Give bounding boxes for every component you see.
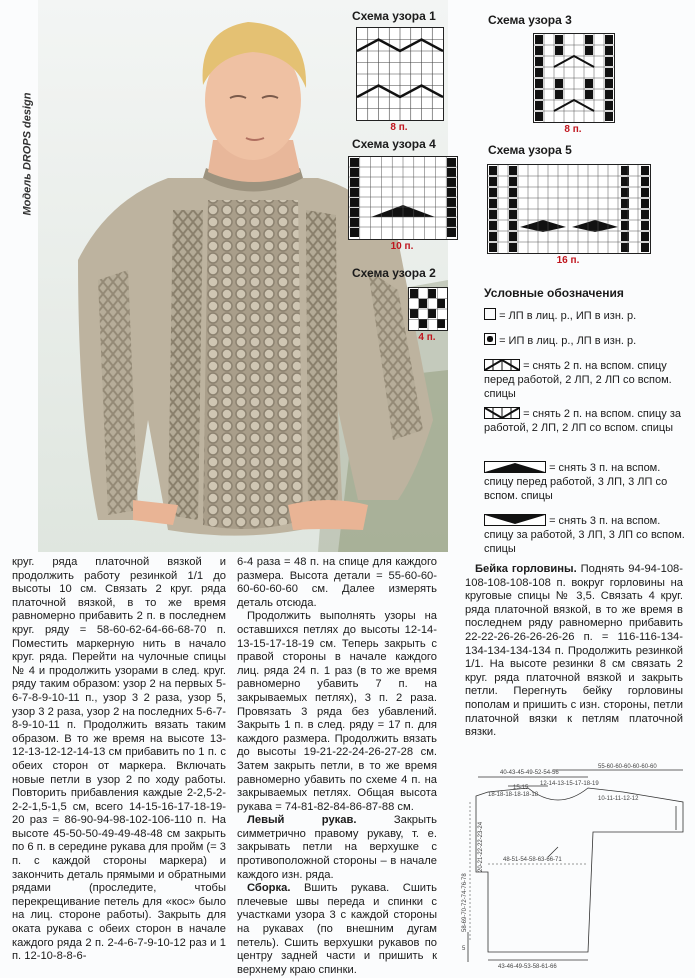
chart-5-title: Схема узора 5 (488, 143, 572, 157)
col2-paragraph-4: Вшить рукава. Сшить плечевые швы переда и спинки с участками узора 3 с каждой стороны на рукавах (по внешним дугам петель). Сшить верхушки рукавов по центру задней части и пришить к верхнему краю спинки. (237, 882, 437, 976)
col2-paragraph-2: Продолжить выполнять узоры на оставшихся петлях до высоты 12-14-13-15-17-18-19 см. Теперь закрыть с правой стороны в начале каждого лиц. ряда 24 п. 1 раз (в то же время равномерно убавить 7 п. на закрываемых петлях), 3 п. 2 раза. Провязать 3 ряда без убавлений. Закрыть 1 п. в след. ряду = 17 п. для каждого размера. Продолжить вязать до высоты 19-21-22-24-26-27-28 см. Затем закрыть петли, в то же время равномерно убавить по схеме 4 п. на закрываемых петлях. Общая высота рукава = 74-81-82-84-86-87-88 см. (237, 610, 437, 813)
chart-3-count: 8 п. (564, 124, 582, 135)
chart-1-grid (356, 27, 444, 121)
dim-top-left: 40-43-45-49-52-54-56 (500, 770, 559, 776)
chart-5-count: 16 п. (556, 255, 580, 266)
cable-3-back-icon (484, 514, 546, 526)
empty-cell-icon (484, 308, 496, 320)
col1-paragraph: круг. ряда платочной вязкой и продолжить работу резинкой 1/1 до высоты 10 см. Связать 2 круг. ряда платочной вязкой, в то же время равномерно прибавить 2 п. в последнем круг. ряду = 58-60-62-64-66-68-70 п. Поместить маркерную нить в начало круг. ряда. Перейти на чулочные спицы № 4 и продолжить узорами в след. круг. ряду таким образом: узор 2 на первых 5-6-7-8-9-10-11 п., узор 3 2 раза, узор 5, узор 3 2 раза, узор 2 на последних 5-6-7-8-9-10-11 п. Продолжить вязать таким образом. В то же время на высоте 13-12-13-12-12-14-13 см прибавить по 1 п. с обеих сторон от маркера. Включать новые петли в узор 2 по ходу работы. Повторить прибавления каждые 2-2,5-2-2-2-1,5-1,5 см, всего 14-15-16-17-18-19-20 раз = 86-90-94-98-102-106-110 п. На высоте 45-50-50-49-49-48-48 см закрыть по 6 п. в середине рукава для пройм (= 3 п. с каждой стороны маркера) и закончить деталь прямыми и обратными рядами (проследите, чтобы перекрещивание петель для «кос» было на лиц. стороне работы). Закрыть для оката рукава с обеих сторон в начале каждого ряда 2 п. 2-4-6-7-9-10-12 раз и 1 п. 12-10-8-8-6- (12, 556, 226, 963)
assembly-heading: Сборка. (247, 882, 291, 895)
left-sleeve-heading: Левый рукав. (247, 814, 357, 827)
dim-neck: 12-14-13-15-17-18-19 (540, 781, 599, 787)
chart-2-count: 4 п. (418, 332, 436, 343)
filled-cell-icon (484, 333, 496, 345)
dim-shoulder: 18-18-18-18-18-18 (488, 792, 539, 798)
legend-item-cable-back-3: = снять 3 п. на вспом. спицу за работой, 3 ЛП, 3 ЛП со вспом. спицы (484, 515, 685, 555)
chart-2-title: Схема узора 2 (352, 266, 436, 280)
dim-top-right: 55-60-60-60-60-60-60 (598, 764, 657, 770)
dim-rib: 5 (462, 946, 466, 952)
dim-armhole: 20-21-22-22-23-24 (478, 821, 484, 872)
dim-chest: 48-51-54-58-63-66-71 (503, 857, 562, 863)
chart-4-grid (348, 156, 458, 240)
garment-schematic (448, 762, 688, 972)
cable-2-back-icon (484, 407, 520, 419)
neckband-heading: Бейка горловины. (475, 563, 577, 575)
cable-2-front-icon (484, 359, 520, 371)
chart-2-grid (408, 287, 448, 331)
chart-1-title: Схема узора 1 (352, 9, 436, 23)
legend-item-knit: = ЛП в лиц. р., ИП в изн. р. (484, 308, 684, 323)
text-column-2 (237, 556, 437, 977)
col3-paragraph-1: Поднять 94-94-108-108-108-108-108 п. вокруг горловины на круговые спицы № 3,5. Связать 4 круг. ряда платочной вязкой, в то же время в последнем ряду равномерно прибавить 22-22-26-26-26-26-26 п. = 116-116-134-134-134-134-134 п. Продолжить резинкой 1/1. На высоте резинки 8 см связать 2 круг. ряда платочной вязкой и закрыть петли. Перегнуть бейку горловины пополам и пришить с изн. стороны, петли платочной вязки к петлям платочной вязки. (465, 563, 683, 739)
col2-paragraph-1: 6-4 раза = 48 п. на спице для каждого размера. Высота детали = 55-60-60-60-60-60-60 см. Далее измерять деталь отсюда. (237, 556, 437, 609)
dim-body-height: 58-69-70-72-74-76-78 (462, 873, 468, 932)
dim-sleeve-top: 10-11-11-12-12 (598, 796, 639, 802)
legend-item-cable-front-3: = снять 3 п. на вспом. спицу перед работой, 3 ЛП, 3 ЛП со вспом. спицы (484, 462, 668, 502)
col2-paragraph-3: Закрыть симметрично правому рукаву, т. е. закрывать петли на верхушке с противоположной стороны – в начале каждого изн. ряда. (237, 814, 437, 881)
chart-3-title: Схема узора 3 (488, 13, 572, 27)
text-column-3 (465, 563, 683, 740)
dim-bottom: 43-46-49-53-58-61-66 (498, 964, 557, 970)
legend-item-purl: = ИП в лиц. р., ЛП в изн. р. (484, 333, 684, 348)
chart-5-grid (487, 164, 651, 254)
dim-neck-depth: 15-15 (513, 785, 529, 791)
chart-4-count: 10 п. (390, 241, 414, 252)
legend-title: Условные обозначения (484, 286, 624, 300)
chart-1-count: 8 п. (390, 122, 408, 133)
cable-3-front-icon (484, 461, 546, 473)
legend-item-cable-front-2: = снять 2 п. на вспом. спицу перед работой, 2 ЛП, 2 ЛП со вспом. спицы (484, 360, 672, 400)
chart-4-title: Схема узора 4 (352, 137, 436, 151)
chart-3-grid (533, 33, 615, 123)
photo-caption: Модель DROPS design (21, 92, 34, 216)
legend-item-cable-back-2: = снять 2 п. на вспом. спицу за работой, 2 ЛП, 2 ЛП со вспом. спицы (484, 408, 681, 434)
text-column-1 (12, 556, 226, 964)
